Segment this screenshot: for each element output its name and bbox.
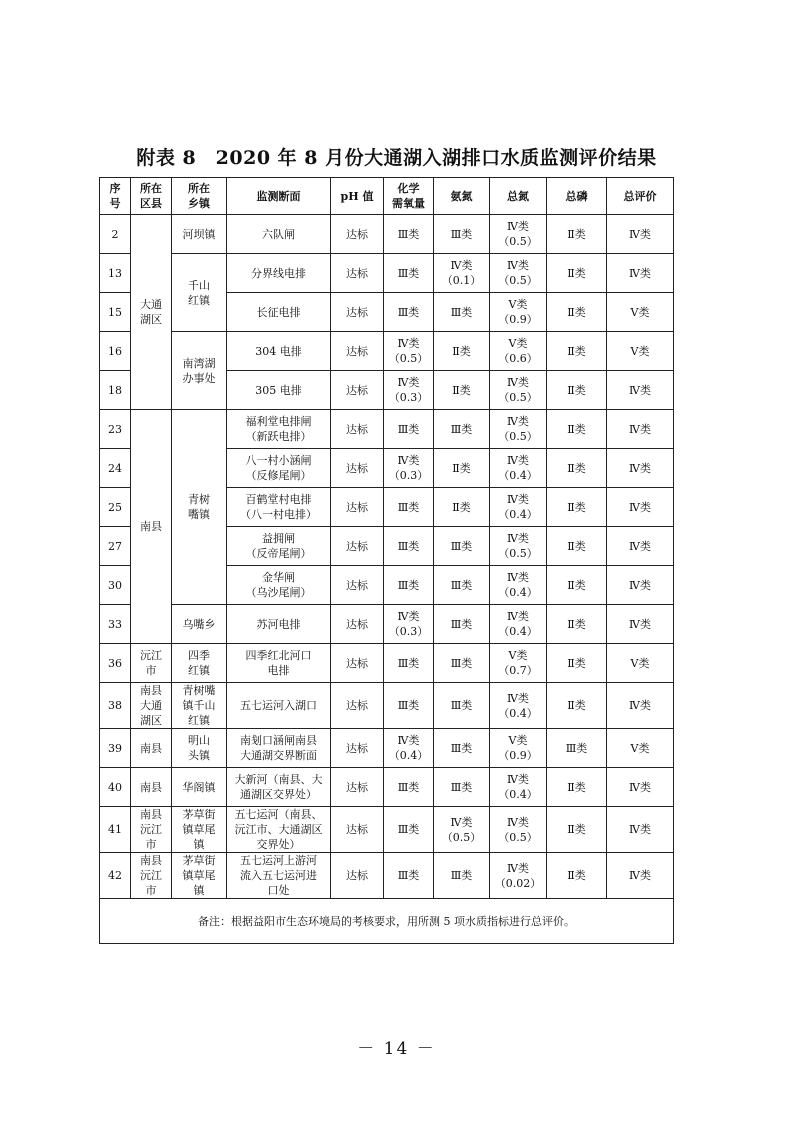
cell-total-phosphorus: Ⅱ类 <box>547 683 607 729</box>
cell-ammonia: Ⅱ类 <box>434 488 490 527</box>
cell-ph: 达标 <box>331 566 384 605</box>
cell-cod: Ⅲ类 <box>384 853 434 899</box>
cell-total-nitrogen: Ⅴ类 （0.9） <box>490 293 547 332</box>
cell-ammonia: Ⅲ类 <box>434 566 490 605</box>
cell-section: 金华闸 （乌沙尾闸） <box>227 566 331 605</box>
page-number: － 14 － <box>357 1039 436 1059</box>
cell-section: 福利堂电排闸 （新跃电排） <box>227 410 331 449</box>
cell-county: 沅江 市 <box>131 644 172 683</box>
note-row <box>100 899 674 944</box>
cell-overall: Ⅳ类 <box>607 488 674 527</box>
table-row <box>100 332 674 371</box>
header-ph: pH 值 <box>331 178 384 215</box>
cell-cod: Ⅳ类 （0.3） <box>384 371 434 410</box>
header-no: 序 号 <box>100 178 131 215</box>
cell-section: 五七运河（南县、 沅江市、大通湖区 交界处） <box>227 807 331 853</box>
cell-ammonia: Ⅲ类 <box>434 729 490 768</box>
cell-no: 24 <box>100 449 131 488</box>
cell-section: 304 电排 <box>227 332 331 371</box>
cell-total-phosphorus: Ⅱ类 <box>547 605 607 644</box>
cell-ammonia: Ⅱ类 <box>434 449 490 488</box>
cell-town: 乌嘴乡 <box>172 605 227 644</box>
cell-total-nitrogen: Ⅳ类 （0.5） <box>490 807 547 853</box>
cell-cod: Ⅲ类 <box>384 644 434 683</box>
cell-total-nitrogen: Ⅴ类 （0.7） <box>490 644 547 683</box>
cell-ph: 达标 <box>331 729 384 768</box>
cell-ammonia: Ⅲ类 <box>434 683 490 729</box>
cell-total-phosphorus: Ⅱ类 <box>547 768 607 807</box>
table-row <box>100 410 674 449</box>
cell-overall: Ⅴ类 <box>607 332 674 371</box>
cell-ammonia: Ⅱ类 <box>434 332 490 371</box>
cell-total-nitrogen: Ⅳ类 （0.4） <box>490 566 547 605</box>
cell-total-nitrogen: Ⅳ类 （0.4） <box>490 488 547 527</box>
cell-ph: 达标 <box>331 527 384 566</box>
cell-total-nitrogen: Ⅳ类 （0.5） <box>490 215 547 254</box>
cell-no: 25 <box>100 488 131 527</box>
cell-overall: Ⅳ类 <box>607 566 674 605</box>
cell-ph: 达标 <box>331 683 384 729</box>
table-body <box>100 215 674 899</box>
cell-cod: Ⅲ类 <box>384 683 434 729</box>
cell-total-phosphorus: Ⅲ类 <box>547 729 607 768</box>
water-quality-table <box>99 177 674 944</box>
cell-ph: 达标 <box>331 605 384 644</box>
cell-section: 八一村小涵闸 （反修尾闸） <box>227 449 331 488</box>
cell-total-phosphorus: Ⅱ类 <box>547 332 607 371</box>
cell-ph: 达标 <box>331 254 384 293</box>
cell-ammonia: Ⅲ类 <box>434 293 490 332</box>
cell-total-phosphorus: Ⅱ类 <box>547 853 607 899</box>
cell-total-phosphorus: Ⅱ类 <box>547 488 607 527</box>
cell-town: 青树嘴 镇千山 红镇 <box>172 683 227 729</box>
cell-overall: Ⅳ类 <box>607 807 674 853</box>
cell-no: 2 <box>100 215 131 254</box>
cell-ph: 达标 <box>331 215 384 254</box>
cell-total-phosphorus: Ⅱ类 <box>547 449 607 488</box>
header-total-nitrogen: 总氮 <box>490 178 547 215</box>
cell-overall: Ⅳ类 <box>607 605 674 644</box>
cell-town: 南湾湖 办事处 <box>172 332 227 410</box>
cell-ph: 达标 <box>331 488 384 527</box>
cell-total-phosphorus: Ⅱ类 <box>547 215 607 254</box>
table-header-row <box>100 178 674 215</box>
cell-total-phosphorus: Ⅱ类 <box>547 644 607 683</box>
header-cod: 化学 需氧量 <box>384 178 434 215</box>
cell-section: 四季红北河口 电排 <box>227 644 331 683</box>
cell-ph: 达标 <box>331 371 384 410</box>
cell-ammonia: Ⅲ类 <box>434 768 490 807</box>
table-row <box>100 768 674 807</box>
cell-cod: Ⅳ类 （0.4） <box>384 729 434 768</box>
cell-total-nitrogen: Ⅳ类 （0.5） <box>490 410 547 449</box>
cell-cod: Ⅲ类 <box>384 566 434 605</box>
cell-total-phosphorus: Ⅱ类 <box>547 807 607 853</box>
cell-cod: Ⅳ类 （0.3） <box>384 449 434 488</box>
cell-total-phosphorus: Ⅱ类 <box>547 293 607 332</box>
table-row <box>100 853 674 899</box>
cell-no: 36 <box>100 644 131 683</box>
cell-no: 39 <box>100 729 131 768</box>
cell-ammonia: Ⅲ类 <box>434 853 490 899</box>
cell-ammonia: Ⅳ类 （0.5） <box>434 807 490 853</box>
cell-ph: 达标 <box>331 807 384 853</box>
cell-overall: Ⅳ类 <box>607 371 674 410</box>
cell-town: 河坝镇 <box>172 215 227 254</box>
cell-county: 南县 <box>131 410 172 644</box>
cell-no: 42 <box>100 853 131 899</box>
cell-total-phosphorus: Ⅱ类 <box>547 566 607 605</box>
cell-section: 305 电排 <box>227 371 331 410</box>
cell-total-phosphorus: Ⅱ类 <box>547 254 607 293</box>
cell-total-phosphorus: Ⅱ类 <box>547 410 607 449</box>
cell-overall: Ⅳ类 <box>607 768 674 807</box>
cell-no: 15 <box>100 293 131 332</box>
table-row <box>100 683 674 729</box>
cell-town: 茅草街 镇草尾 镇 <box>172 853 227 899</box>
cell-ph: 达标 <box>331 332 384 371</box>
header-county: 所在 区县 <box>131 178 172 215</box>
header-town: 所在 乡镇 <box>172 178 227 215</box>
cell-overall: Ⅳ类 <box>607 410 674 449</box>
cell-no: 16 <box>100 332 131 371</box>
table-row <box>100 729 674 768</box>
cell-no: 40 <box>100 768 131 807</box>
header-ammonia: 氨氮 <box>434 178 490 215</box>
header-overall: 总评价 <box>607 178 674 215</box>
cell-cod: Ⅲ类 <box>384 768 434 807</box>
cell-overall: Ⅳ类 <box>607 254 674 293</box>
cell-ph: 达标 <box>331 853 384 899</box>
cell-ammonia: Ⅳ类 （0.1） <box>434 254 490 293</box>
cell-total-nitrogen: Ⅳ类 （0.5） <box>490 527 547 566</box>
cell-section: 分界线电排 <box>227 254 331 293</box>
table-row <box>100 215 674 254</box>
cell-no: 18 <box>100 371 131 410</box>
cell-total-nitrogen: Ⅳ类 （0.4） <box>490 683 547 729</box>
cell-overall: Ⅳ类 <box>607 215 674 254</box>
cell-total-nitrogen: Ⅳ类 （0.4） <box>490 605 547 644</box>
cell-overall: Ⅳ类 <box>607 527 674 566</box>
cell-cod: Ⅲ类 <box>384 527 434 566</box>
cell-section: 六队闸 <box>227 215 331 254</box>
cell-county: 南县 大通 湖区 <box>131 683 172 729</box>
cell-cod: Ⅲ类 <box>384 410 434 449</box>
cell-no: 23 <box>100 410 131 449</box>
cell-town: 茅草街 镇草尾 镇 <box>172 807 227 853</box>
cell-overall: Ⅳ类 <box>607 853 674 899</box>
cell-section: 百鹤堂村电排 （八一村电排） <box>227 488 331 527</box>
cell-ph: 达标 <box>331 644 384 683</box>
cell-county: 南县 <box>131 729 172 768</box>
cell-ph: 达标 <box>331 449 384 488</box>
cell-section: 大新河（南县、大 通湖区交界处） <box>227 768 331 807</box>
header-total-phosphorus: 总磷 <box>547 178 607 215</box>
cell-overall: Ⅳ类 <box>607 683 674 729</box>
cell-cod: Ⅳ类 （0.5） <box>384 332 434 371</box>
cell-cod: Ⅲ类 <box>384 215 434 254</box>
cell-ph: 达标 <box>331 768 384 807</box>
table-note: 备注：根据益阳市生态环境局的考核要求，用所测 5 项水质指标进行总评价。 <box>100 899 674 944</box>
cell-section: 南刬口涵闸南县 大通湖交界断面 <box>227 729 331 768</box>
cell-cod: Ⅲ类 <box>384 293 434 332</box>
cell-ammonia: Ⅲ类 <box>434 410 490 449</box>
header-section: 监测断面 <box>227 178 331 215</box>
cell-total-phosphorus: Ⅱ类 <box>547 371 607 410</box>
cell-no: 41 <box>100 807 131 853</box>
table-row <box>100 644 674 683</box>
cell-no: 38 <box>100 683 131 729</box>
cell-ammonia: Ⅲ类 <box>434 605 490 644</box>
cell-total-phosphorus: Ⅱ类 <box>547 527 607 566</box>
cell-section: 五七运河上游河 流入五七运河进 口处 <box>227 853 331 899</box>
cell-ph: 达标 <box>331 293 384 332</box>
cell-county: 南县 沅江 市 <box>131 807 172 853</box>
cell-total-nitrogen: Ⅳ类 （0.02） <box>490 853 547 899</box>
cell-section: 五七运河入湖口 <box>227 683 331 729</box>
cell-ph: 达标 <box>331 410 384 449</box>
cell-no: 27 <box>100 527 131 566</box>
cell-ammonia: Ⅱ类 <box>434 371 490 410</box>
cell-county: 大通 湖区 <box>131 215 172 410</box>
cell-total-nitrogen: Ⅳ类 （0.4） <box>490 768 547 807</box>
cell-overall: Ⅴ类 <box>607 293 674 332</box>
cell-ammonia: Ⅲ类 <box>434 215 490 254</box>
cell-cod: Ⅲ类 <box>384 488 434 527</box>
cell-no: 30 <box>100 566 131 605</box>
cell-no: 33 <box>100 605 131 644</box>
cell-cod: Ⅲ类 <box>384 254 434 293</box>
cell-town: 华阁镇 <box>172 768 227 807</box>
cell-town: 明山 头镇 <box>172 729 227 768</box>
cell-no: 13 <box>100 254 131 293</box>
table-row <box>100 807 674 853</box>
cell-total-nitrogen: Ⅴ类 （0.6） <box>490 332 547 371</box>
cell-section: 苏河电排 <box>227 605 331 644</box>
cell-ammonia: Ⅲ类 <box>434 644 490 683</box>
cell-overall: Ⅳ类 <box>607 449 674 488</box>
cell-town: 四季 红镇 <box>172 644 227 683</box>
cell-overall: Ⅴ类 <box>607 729 674 768</box>
cell-ammonia: Ⅲ类 <box>434 527 490 566</box>
cell-cod: Ⅳ类 （0.3） <box>384 605 434 644</box>
table-row <box>100 605 674 644</box>
table-row <box>100 254 674 293</box>
cell-county: 南县 <box>131 768 172 807</box>
cell-section: 益拥闸 （反帝尾闸） <box>227 527 331 566</box>
cell-total-nitrogen: Ⅳ类 （0.5） <box>490 371 547 410</box>
cell-overall: Ⅴ类 <box>607 644 674 683</box>
cell-cod: Ⅲ类 <box>384 807 434 853</box>
cell-total-nitrogen: Ⅴ类 （0.9） <box>490 729 547 768</box>
cell-total-nitrogen: Ⅳ类 （0.5） <box>490 254 547 293</box>
cell-town: 青树 嘴镇 <box>172 410 227 605</box>
page-title: 附表 8 2020 年 8 月份大通湖入湖排口水质监测评价结果 <box>136 147 657 169</box>
cell-total-nitrogen: Ⅳ类 （0.4） <box>490 449 547 488</box>
cell-county: 南县 沅江 市 <box>131 853 172 899</box>
cell-town: 千山 红镇 <box>172 254 227 332</box>
cell-section: 长征电排 <box>227 293 331 332</box>
